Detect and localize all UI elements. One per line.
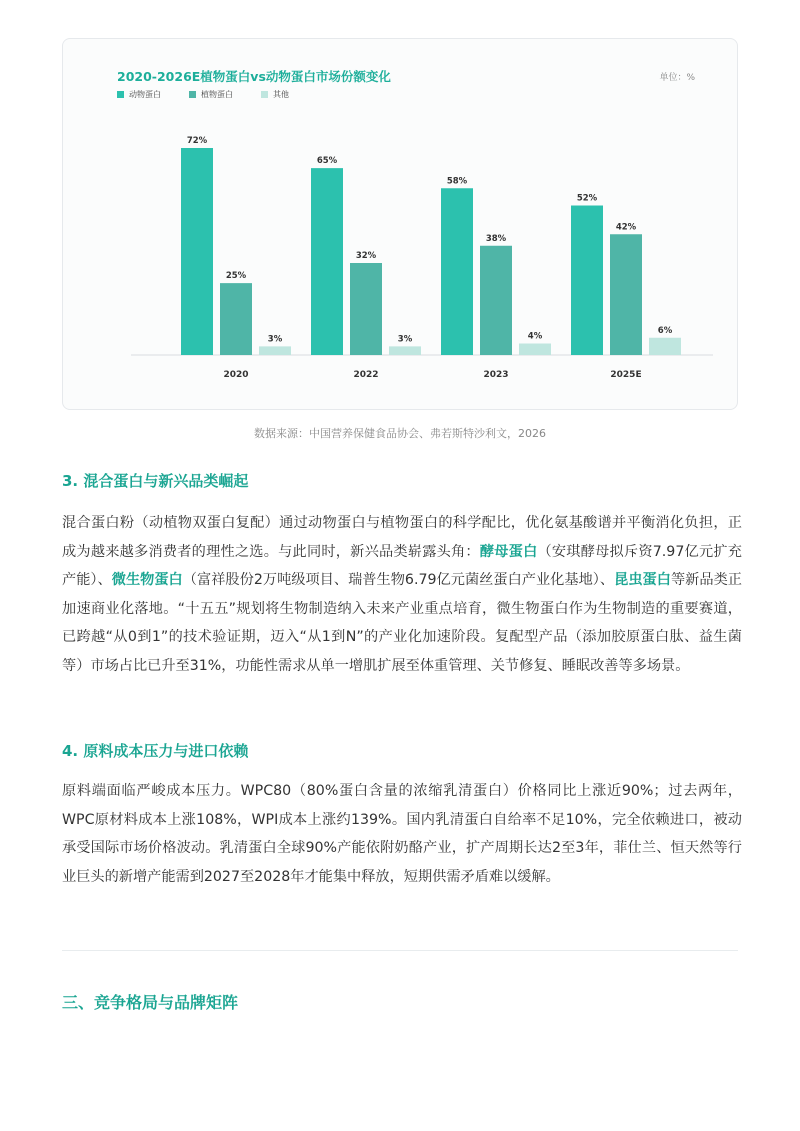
next-section-title: 三、竞争格局与品牌矩阵 [62, 993, 239, 1012]
x-tick-label-2025E: 2025E [610, 370, 642, 380]
x-tick-label-2022: 2022 [353, 370, 379, 380]
legend-label-animal: 动物蛋白 [129, 90, 161, 99]
data-label-animal-2023: 58% [446, 176, 468, 187]
data-label-animal-2025E: 52% [576, 193, 598, 204]
data-label-plant-2025E: 42% [615, 222, 637, 233]
bar-plant-2022 [350, 263, 382, 355]
bar-other-2025E [649, 338, 681, 355]
bar-animal-2023 [441, 188, 473, 355]
bar-plant-2023 [480, 246, 512, 355]
section3-title: 3. 混合蛋白与新兴品类崛起 [62, 472, 249, 490]
legend-label-plant: 植物蛋白 [201, 90, 233, 99]
chart-unit: 单位：% [659, 73, 695, 83]
highlight-yeast-protein: 酵母蛋白 [479, 543, 538, 560]
chart-title: 2020-2026E植物蛋白vs动物蛋白市场份额变化 [117, 69, 391, 84]
highlight-insect-protein: 昆虫蛋白 [614, 572, 671, 588]
bar-other-2022 [389, 346, 421, 355]
section-divider [62, 950, 738, 951]
section3-text-2: （安琪酵母拟斥资7.97亿元扩充产能）、 [62, 543, 742, 588]
data-label-plant-2022: 32% [355, 251, 377, 261]
data-label-animal-2020: 72% [186, 136, 208, 146]
chart-card [62, 38, 738, 410]
bar-other-2020 [259, 346, 291, 355]
highlight-microbial-protein: 微生物蛋白 [111, 572, 183, 588]
bar-animal-2020 [181, 148, 213, 355]
x-tick-label-2023: 2023 [483, 370, 509, 380]
section4-title: 4. 原料成本压力与进口依赖 [62, 742, 249, 760]
section3-text-3: （富祥股份2万吨级项目、瑞普生物6.79亿元菌丝蛋白产业化基地）、 [182, 572, 615, 588]
section3-text-4: 等新品类正加速商业化落地。“十五五”规划将生物制造纳入未来产业重点培育，微生物蛋白作为生物制造的重要赛道，已跨越“从0到1”的技术验证期，迈入“从1到N”的产业化加速阶段。复配型产品（添加胶原蛋白肽、益生菌等）市场占比已升至31%，功能性需求从单一增肌扩展至体重管理、关节修复、睡眠改善等多场景。 [62, 572, 742, 674]
bar-chart [63, 39, 739, 411]
bar-plant-2020 [220, 283, 252, 355]
bar-other-2023 [519, 344, 551, 356]
x-tick-label-2020: 2020 [223, 370, 249, 380]
data-label-animal-2022: 65% [316, 156, 338, 167]
data-label-plant-2023: 38% [485, 233, 507, 244]
section3-paragraph [62, 509, 742, 680]
data-label-other-2020: 3% [267, 334, 283, 345]
data-label-other-2023: 4% [527, 331, 543, 342]
data-label-other-2025E: 6% [657, 325, 673, 336]
legend-label-other: 其他 [273, 90, 289, 99]
data-label-plant-2020: 25% [225, 271, 247, 282]
section3-text-1: 混合蛋白粉（动植物双蛋白复配）通过动物蛋白与植物蛋白的科学配比，优化氨基酸谱并平衡消化负担，正成为越来越多消费者的理性之选。与此同时，新兴品类崭露头角： [62, 515, 742, 560]
bar-animal-2022 [311, 168, 343, 355]
data-label-other-2022: 3% [397, 334, 413, 345]
section4-paragraph: 原料端面临严峻成本压力。WPC80（80%蛋白含量的浓缩乳清蛋白）价格同比上涨近90%；过去两年，WPC原材料成本上涨108%，WPI成本上涨约139%。国内乳清蛋白自给率不足10%，完全依赖进口，被动承受国际市场价格波动。乳清蛋白全球90%产能依附奶酪产业，扩产周期长达2至3年，菲仕兰、恒天然等行业巨头的新增产能需到2027至2028年才能集中释放，短期供需矛盾难以缓解。 [62, 783, 742, 885]
bar-animal-2025E [571, 206, 603, 356]
bar-plant-2025E [610, 234, 642, 355]
source-note: 数据来源：中国营养保健食品协会、弗若斯特沙利文，2026 [254, 427, 546, 440]
